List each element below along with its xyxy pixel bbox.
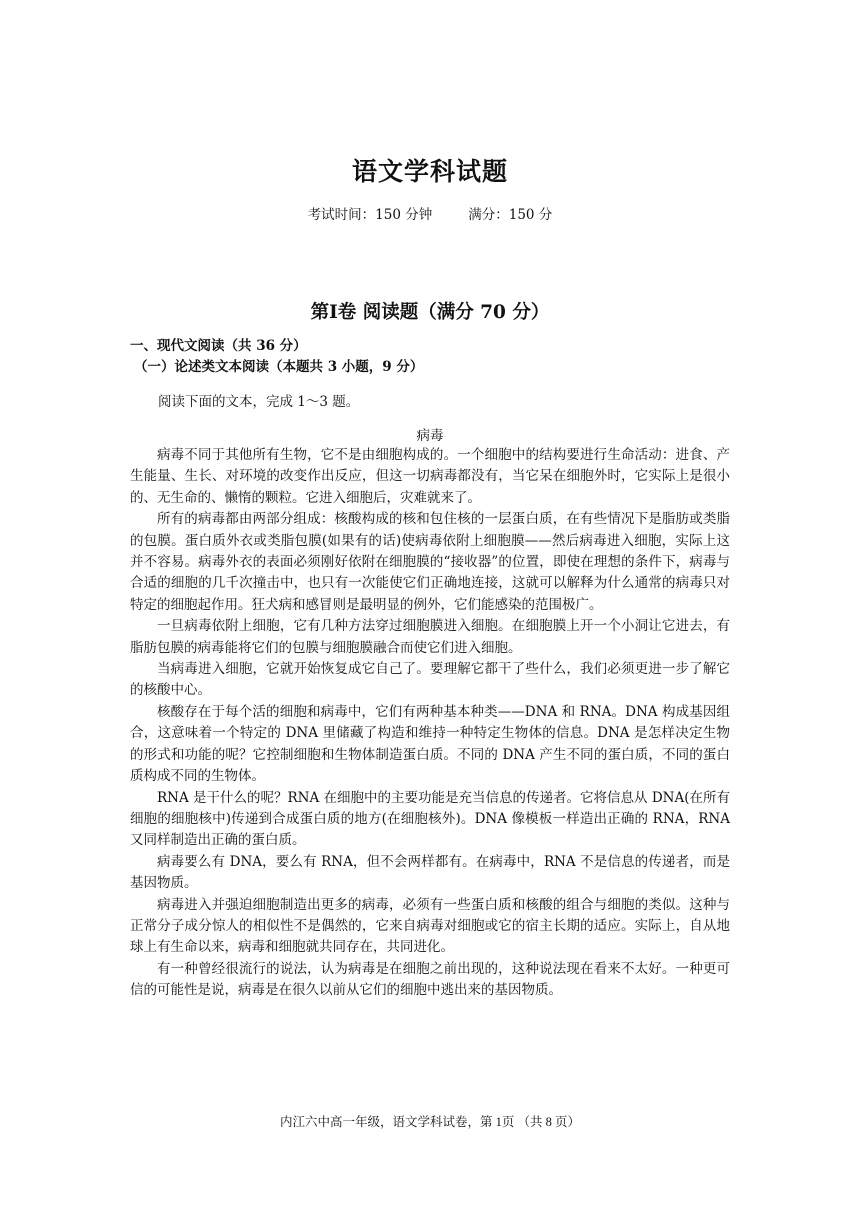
exam-time: 考试时间：150 分钟: [307, 207, 433, 223]
article-paragraph: 核酸存在于每个活的细胞和病毒中，它们有两种基本种类——DNA 和 RNA。DNA 构成基因组合，这意味着一个特定的 DNA 里储藏了构造和维持一种特定生物体的信息。DNA 是怎样决定生物的形式和功能的呢？它控制细胞和生物体制造蛋白质。不同的 DNA 产生不同的蛋白质，不同的蛋白质构成不同的生物体。: [130, 703, 730, 785]
article-paragraph: RNA 是干什么的呢？RNA 在细胞中的主要功能是充当信息的传递者。它将信息从 DNA(在所有细胞的细胞核中)传递到合成蛋白质的地方(在细胞核外)。DNA 像模板一样造出正确的 RNA，RNA 又同样制造出正确的蛋白质。: [130, 789, 730, 849]
article-title: 病毒: [416, 428, 444, 444]
page-title: 语文学科试题: [351, 157, 508, 186]
article-paragraph: 病毒进入并强迫细胞制造出更多的病毒，必须有一些蛋白质和核酸的组合与细胞的类似。这种与正常分子成分惊人的相似性不是偶然的，它来自病毒对细胞或它的宿主长期的适应。实际上，自从地球上有生命以来，病毒和细胞就共同存在，共同进化。: [130, 896, 730, 956]
full-score: 满分：150 分: [468, 207, 553, 223]
article-paragraph: 病毒要么有 DNA，要么有 RNA，但不会两样都有。在病毒中，RNA 不是信息的传递者，而是基因物质。: [130, 853, 730, 892]
article-paragraph: 所有的病毒都由两部分组成：核酸构成的核和包住核的一层蛋白质，在有些情况下是脂肪或类脂的包膜。蛋白质外衣或类脂包膜(如果有的话)使病毒依附上细胞膜——然后病毒进入细胞，实际上这并不容易。病毒外衣的表面必须刚好依附在细胞膜的“接收器”的位置，即使在理想的条件下，病毒与合适的细胞的几千次撞击中，也只有一次能使它们正确地连接，这就可以解释为什么通常的病毒只对特定的细胞起作用。狂犬病和感冒则是最明显的例外，它们能感染的范围极广。: [130, 511, 730, 613]
article-paragraph: 病毒不同于其他所有生物，它不是由细胞构成的。一个细胞中的结构要进行生命活动：进食、产生能量、生长、对环境的改变作出反应，但这一切病毒都没有，当它呆在细胞外时，它实际上是很小的、无生命的、懒惰的颗粒。它进入细胞后，灾难就来了。: [130, 447, 730, 506]
article-paragraph: 有一种曾经很流行的说法，认为病毒是在细胞之前出现的，这种说法现在看来不太好。一种更可信的可能性是说，病毒是在很久以前从它们的细胞中逃出来的基因物质。: [130, 960, 730, 999]
part-title: 第Ⅰ卷 阅读题（满分 70 分）: [310, 302, 550, 323]
article-paragraph: 当病毒进入细胞，它就开始恢复成它自己了。要理解它都干了些什么，我们必须更进一步了解它的核酸中心。: [130, 661, 730, 699]
section-heading-argumentative: （一）论述类文本阅读（本题共 3 小题，9 分）: [134, 359, 424, 375]
article-paragraph: 一旦病毒依附上细胞，它有几种方法穿过细胞膜进入细胞。在细胞膜上开一个小洞让它进去，有脂肪包膜的病毒能将它们的包膜与细胞膜融合而使它们进入细胞。: [130, 618, 730, 656]
exam-info: [0, 203, 860, 223]
page-footer: 内江六中高一年级，语文学科试卷，第 1页 （共 8 页）: [279, 1115, 580, 1129]
section-heading-modern-reading: 一、现代文阅读（共 36 分）: [130, 338, 307, 354]
article-body: [130, 445, 730, 1002]
reading-instruction: 阅读下面的文本，完成 1～3 题。: [158, 394, 360, 410]
